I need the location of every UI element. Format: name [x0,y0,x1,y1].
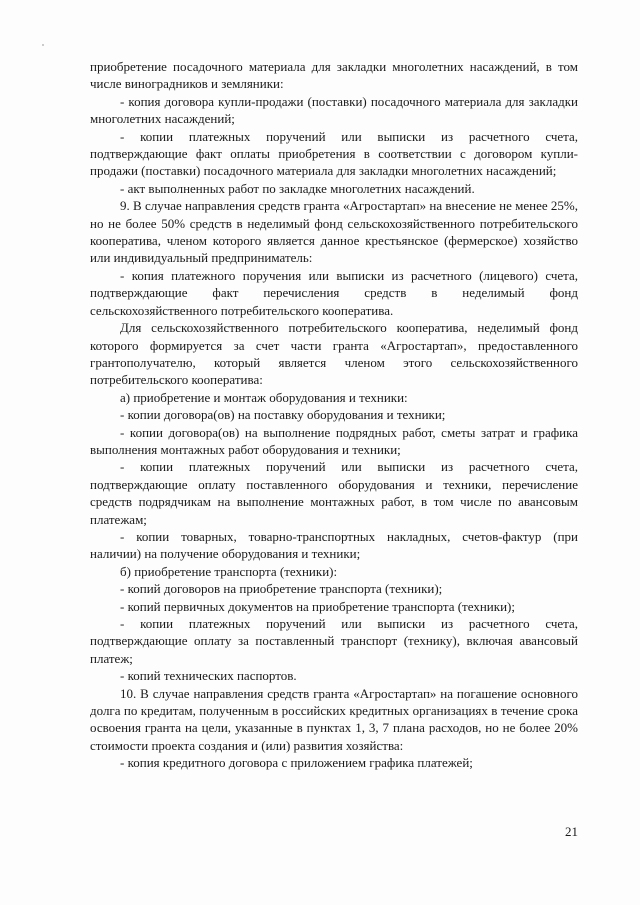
paragraph: - копий технических паспортов. [120,668,297,684]
paragraph: Для сельскохозяйственного потребительского кооператива, неделимый фонд которого формируется за счет части гранта «Агростартап», предоставленного грантополучателю, который является членом этого сельскохозяйственного потребительского кооператива: [90,320,578,388]
paragraph: 9. В случае направления средств гранта «Агростартап» на внесение не менее 25%, но не более 50% средств в неделимый фонд сельскохозяйственного потребительского кооператива, членом которого является данное крестьянское (фермерское) хозяйство или индивидуальный предприниматель: [90,198,578,266]
paragraph: - акт выполненных работ по закладке многолетних насаждений. [120,180,475,196]
paragraph: - копии договора(ов) на поставку оборудования и техники; [120,407,446,423]
paragraph: - копия платежного поручения или выписки из расчетного (лицевого) счета, подтверждающие факт перечисления средств в неделимый фонд сельскохозяйственного потребительского кооператива. [90,267,578,318]
paragraph: а) приобретение и монтаж оборудования и техники: [120,389,408,405]
paragraph: - копия кредитного договора с приложением графика платежей; [120,755,473,771]
paragraph: - копии товарных, товарно-транспортных накладных, счетов-фактур (при наличии) на получение оборудования и техники; [90,528,578,562]
paragraph: б) приобретение транспорта (техники): [120,563,338,579]
document-body [90,58,578,772]
scan-speck [42,44,44,46]
page-number: 21 [565,824,578,839]
paragraph: - копий договоров на приобретение транспорта (техники); [120,581,443,597]
paragraph: - копии договора(ов) на выполнение подрядных работ, сметы затрат и графика выполнения монтажных работ оборудования и техники; [90,424,578,457]
paragraph: приобретение посадочного материала для закладки многолетних насаждений, в том числе виноградников и земляники: [90,59,578,92]
paragraph: - копии платежных поручений или выписки из расчетного счета, подтверждающие оплату за поставленный транспорт (технику), включая авансовый платеж; [90,616,578,666]
paragraph: - копии платежных поручений или выписки из расчетного счета, подтверждающие факт оплаты приобретения в соответствии с договором купли-продажи (поставки) посадочного материала для закладки многолетних насаждений; [90,128,578,179]
paragraph: 10. В случае направления средств гранта «Агростартап» на погашение основного долга по кредитам, полученным в российских кредитных организациях в течение срока освоения гранта на цели, указанные в пунктах 1, 3, 7 плана расходов, но не более 20% стоимости проекта создания и (или) развития хозяйства: [90,685,578,753]
paragraph: - копия договора купли-продажи (поставки) посадочного материала для закладки многолетних насаждений; [90,93,578,127]
paragraph: - копии платежных поручений или выписки из расчетного счета, подтверждающие оплату поставленного оборудования и техники, перечисление средств подрядчикам на выполнение монтажных работ, в том числе по авансовым платежам; [90,459,578,527]
paragraph: - копий первичных документов на приобретение транспорта (техники); [120,598,515,614]
